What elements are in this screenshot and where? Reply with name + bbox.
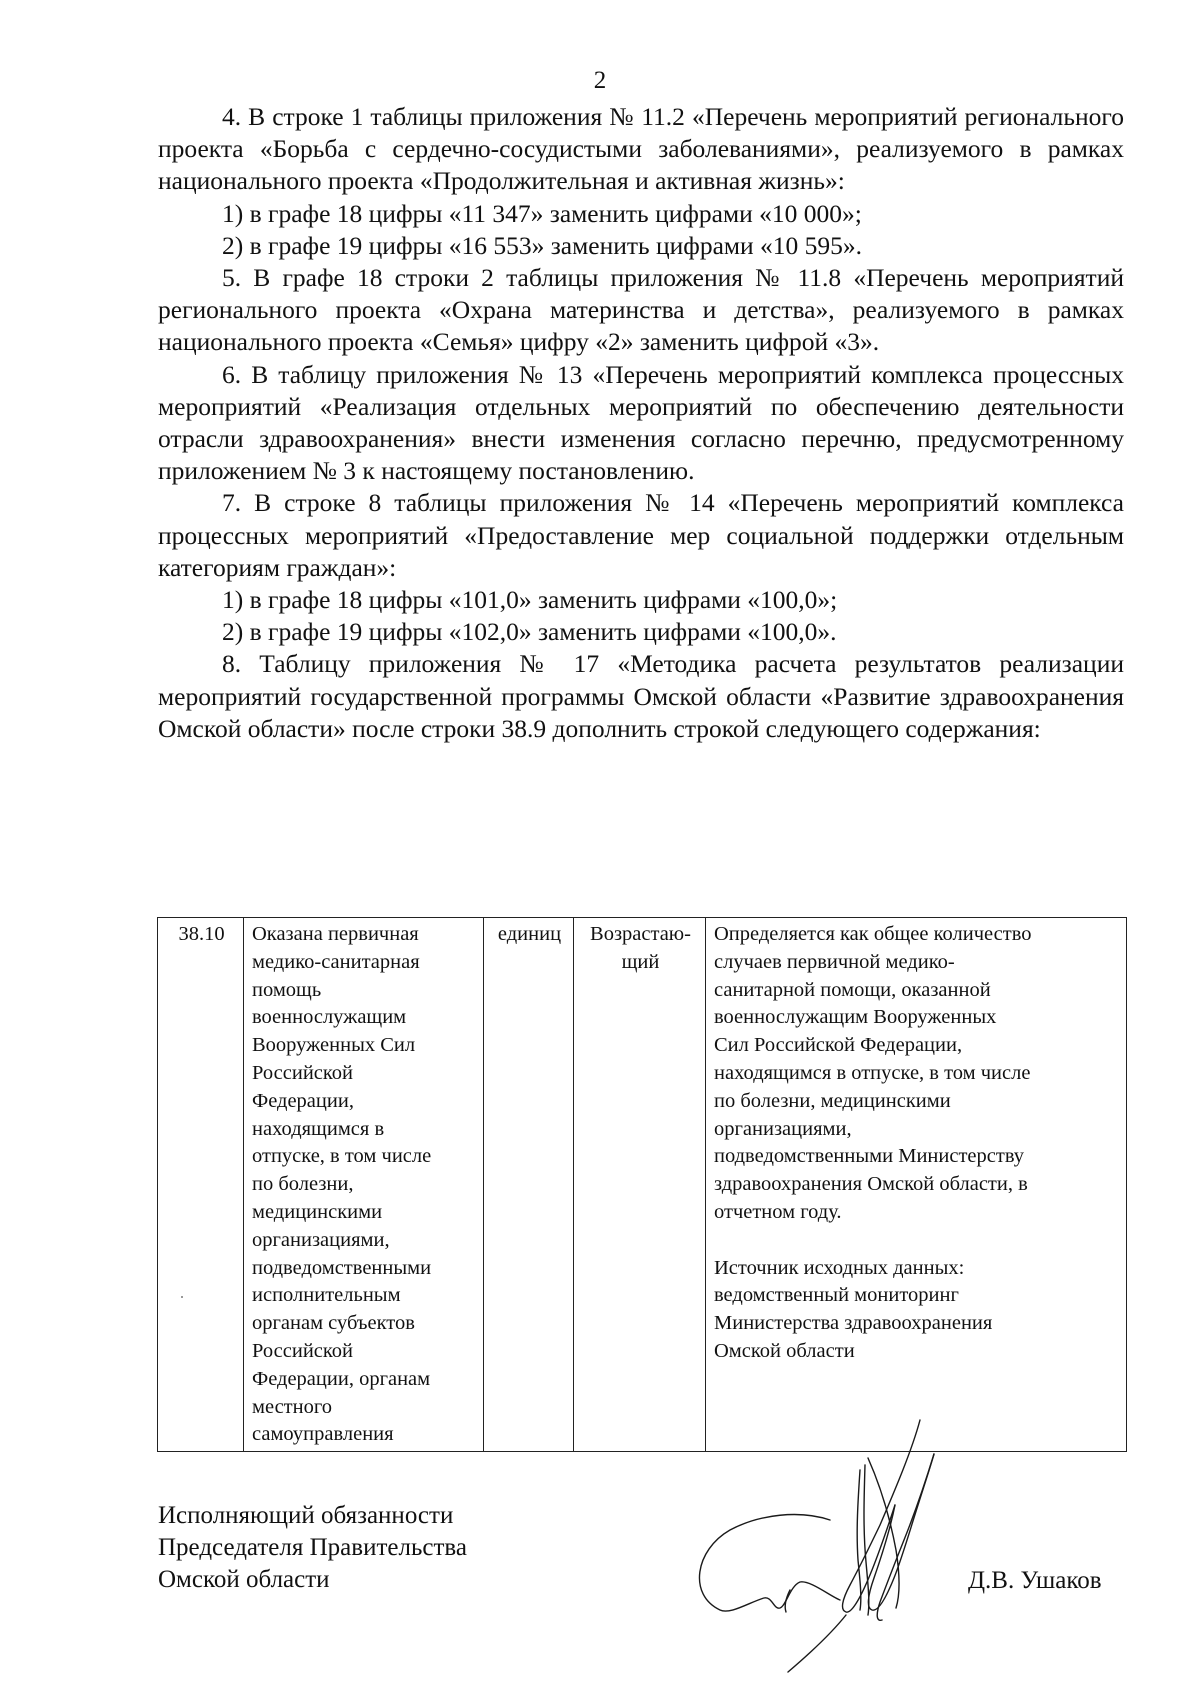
- paragraph-item-5: 5. В графе 18 строки 2 таблицы приложения № 11.8 «Перечень мероприятий регионального проекта «Охрана материнства и детства», реализуемого в рамках национального проекта «Семья» цифру «2» заменить цифрой «3».: [158, 263, 1124, 357]
- source-line: ведомственный мониторинг: [714, 1284, 959, 1307]
- methodology-table: [157, 917, 1127, 1452]
- row-number-cell: 38.10: [158, 918, 244, 1452]
- source-line: Омской области: [714, 1339, 855, 1362]
- paragraph-item-7: 7. В строке 8 таблицы приложения № 14 «Перечень мероприятий комплекса процессных мероприятий «Предоставление мер социальной поддержки отдельным категориям граждан»:: [158, 488, 1124, 582]
- direction-cell: [574, 918, 706, 1452]
- method-line: санитарной помощи, оказанной: [714, 978, 991, 1001]
- method-line: отчетном году.: [714, 1200, 842, 1223]
- result-name-line: Оказана первичная: [252, 923, 419, 945]
- method-line: случаев первичной медико-: [714, 950, 955, 973]
- signer-name: Д.В. Ушаков: [968, 1567, 1102, 1594]
- direction-line: щий: [621, 950, 660, 973]
- body-text: [158, 101, 1124, 745]
- result-name-line: Российской: [252, 1061, 354, 1084]
- position-line: Председателя Правительства: [158, 1534, 467, 1561]
- result-name-line: отпуске, в том числе: [252, 1145, 432, 1168]
- direction-line: Возрастаю-: [590, 923, 691, 945]
- result-name-line: местного: [252, 1395, 333, 1418]
- result-name-line: органам субъектов: [252, 1312, 415, 1335]
- method-line: по болезни, медицинскими: [714, 1089, 951, 1112]
- signatory-position: [158, 1500, 467, 1596]
- result-name-line: организациями,: [252, 1228, 390, 1251]
- method-line: организациями,: [714, 1117, 852, 1140]
- result-name-line: исполнительным: [252, 1284, 401, 1307]
- paragraph-item-6: 6. В таблицу приложения № 13 «Перечень мероприятий комплекса процессных мероприятий «Реализация отдельных мероприятий по обеспечению деятельности отрасли здравоохранения» внести изменения согласно перечню, предусмотренному приложением № 3 к настоящему постановлению.: [158, 359, 1124, 486]
- subitem-4-1: 1) в графе 18 цифры «11 347» заменить цифрами «10 000»;: [222, 198, 862, 228]
- position-line: Омской области: [158, 1566, 330, 1593]
- method-line: Определяется как общее количество: [714, 923, 1032, 945]
- handwritten-signature-icon: [690, 1410, 1010, 1680]
- method-line: военнослужащим Вооруженных: [714, 1006, 997, 1029]
- result-name-line: по болезни,: [252, 1173, 354, 1196]
- method-gap: [714, 1227, 1120, 1255]
- method-line: Сил Российской Федерации,: [714, 1034, 963, 1057]
- subitem-4-2: 2) в графе 19 цифры «16 553» заменить цифрами «10 595».: [222, 230, 863, 260]
- source-line: Министерства здравоохранения: [714, 1312, 993, 1335]
- method-line: находящимся в отпуске, в том числе: [714, 1061, 1031, 1084]
- page-number: 2: [593, 67, 607, 94]
- source-line: Источник исходных данных:: [714, 1256, 965, 1279]
- result-name-line: Вооруженных Сил: [252, 1034, 416, 1057]
- paragraph-item-4: 4. В строке 1 таблицы приложения № 11.2 «Перечень мероприятий регионального проекта «Борьба с сердечно-сосудистыми заболеваниями», реализуемого в рамках национального проекта «Продолжительная и активная жизнь»:: [158, 102, 1124, 196]
- subitem-7-2: 2) в графе 19 цифры «102,0» заменить цифрами «100,0».: [222, 617, 837, 647]
- paragraph-item-8: 8. Таблицу приложения № 17 «Методика расчета результатов реализации мероприятий государственной программы Омской области «Развитие здравоохранения Омской области» после строки 38.9 дополнить строкой следующего содержания:: [158, 649, 1124, 743]
- method-line: здравоохранения Омской области, в: [714, 1173, 1028, 1196]
- result-name-line: помощь: [252, 978, 322, 1001]
- position-line: Исполняющий обязанности: [158, 1502, 454, 1529]
- result-name-line: Федерации,: [252, 1089, 354, 1112]
- unit-cell: единиц: [484, 918, 574, 1452]
- result-name-line: медицинскими: [252, 1200, 383, 1223]
- method-line: подведомственными Министерству: [714, 1145, 1025, 1168]
- result-name-line: находящимся в: [252, 1117, 385, 1140]
- table-row: [158, 918, 1127, 1452]
- result-name-line: военнослужащим: [252, 1006, 407, 1029]
- method-cell: [706, 918, 1127, 1452]
- result-name-line: подведомственными: [252, 1256, 432, 1279]
- result-name-cell: [244, 918, 484, 1452]
- result-name-line: медико-санитарная: [252, 950, 420, 973]
- subitem-7-1: 1) в графе 18 цифры «101,0» заменить цифрами «100,0»;: [222, 585, 838, 615]
- result-name-line: самоуправления: [252, 1423, 394, 1446]
- scan-speck: [181, 1296, 183, 1298]
- result-name-line: Федерации, органам: [252, 1367, 431, 1390]
- result-name-line: Российской: [252, 1339, 354, 1362]
